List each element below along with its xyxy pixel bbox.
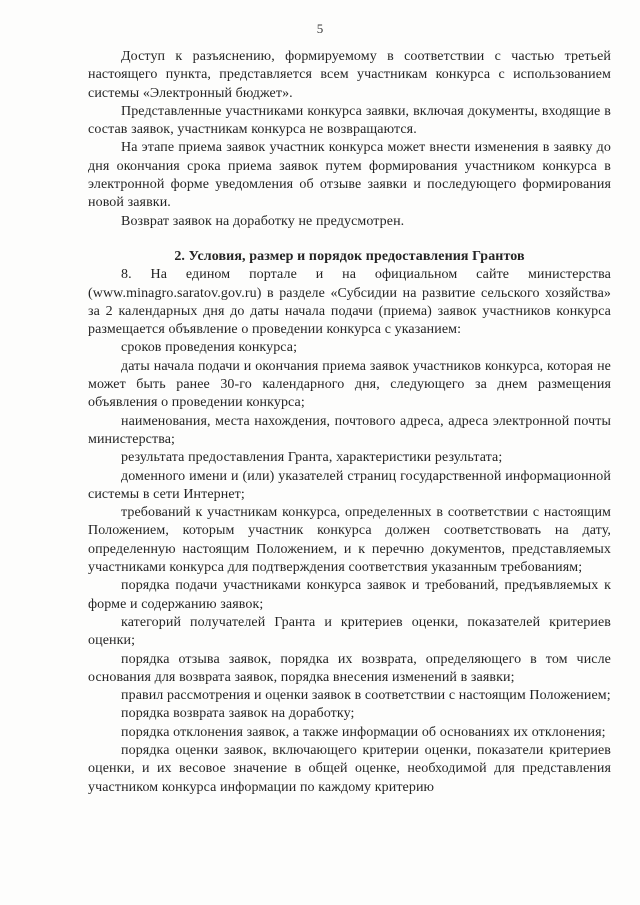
body-paragraph: результата предоставления Гранта, характеристики результата; [121, 450, 503, 466]
body-paragraph: даты начала подачи и окончания приема заявок участников конкурса, которая не может быть ранее 30-го календарного дня, следующего за днем размещения объявления о проведении конкурса; [88, 358, 611, 411]
intro-paragraph: Представленные участниками конкурса заявки, включая документы, входящие в состав заявок, участникам конкурса не возвращаются. [88, 103, 611, 138]
body-paragraph: правил рассмотрения и оценки заявок в соответствии с настоящим Положением; [121, 688, 611, 704]
body-paragraph: порядка отклонения заявок, а также информации об основаниях их отклонения; [121, 724, 606, 740]
body-paragraph: наименования, места нахождения, почтового адреса, адреса электронной почты министерства; [88, 413, 611, 447]
document-text [88, 48, 611, 797]
body-paragraph: категорий получателей Гранта и критериев оценки, показателей критериев оценки; [88, 614, 611, 649]
body-paragraph: требований к участникам конкурса, определенных в соответствии с настоящим Положением, которым участник конкурса должен соответствовать на дату, определенную настоящим Положением, и к перечню документов, представляемых участниками конкурса для подтверждения соответствия указанным требованиям; [88, 505, 611, 576]
body-paragraph: порядка возврата заявок на доработку; [121, 706, 355, 722]
intro-paragraph: Доступ к разъяснению, формируемому в соответствии с частью третьей настоящего пункта, представляется всем участникам конкурса с использованием системы «Электронный бюджет». [88, 49, 611, 101]
page-number: 5 [316, 21, 324, 36]
body-paragraph: доменного имени и (или) указателей страниц государственной информационной системы в сети Интернет; [88, 468, 611, 502]
intro-paragraph: Возврат заявок на доработку не предусмотрен. [121, 213, 405, 229]
intro-paragraph: На этапе приема заявок участник конкурса может внести изменения в заявку до дня окончания срока приема заявок путем формирования участником конкурса в электронной форме уведомления об отзыве заявки и последующего формирования новой заявки. [88, 140, 611, 211]
body-paragraph: порядка оценки заявок, включающего критерии оценки, показатели критериев оценки, и их весовое значение в общей оценке, необходимой для представления участником конкурса информации по каждому критерию [88, 742, 611, 795]
body-paragraph: порядка отзыва заявок, порядка их возврата, определяющего в том числе основания для возврата заявок, порядка внесения изменений в заявки; [88, 651, 611, 685]
body-paragraph: сроков проведения конкурса; [121, 340, 298, 356]
body-paragraph: порядка подачи участниками конкурса заявок и требований, предъявляемых к форме и содержанию заявок; [88, 578, 611, 612]
body-paragraph: 8. На едином портале и на официальном сайте министерства (www.minagro.saratov.gov.ru) в разделе «Субсидии на развитие сельского хозяйства» за 2 календарных дня до даты начала подачи (приема) заявок участников конкурса размещается объявление о проведении конкурса с указанием: [88, 267, 611, 338]
section-heading: 2. Условия, размер и порядок предоставления Грантов [174, 248, 525, 264]
